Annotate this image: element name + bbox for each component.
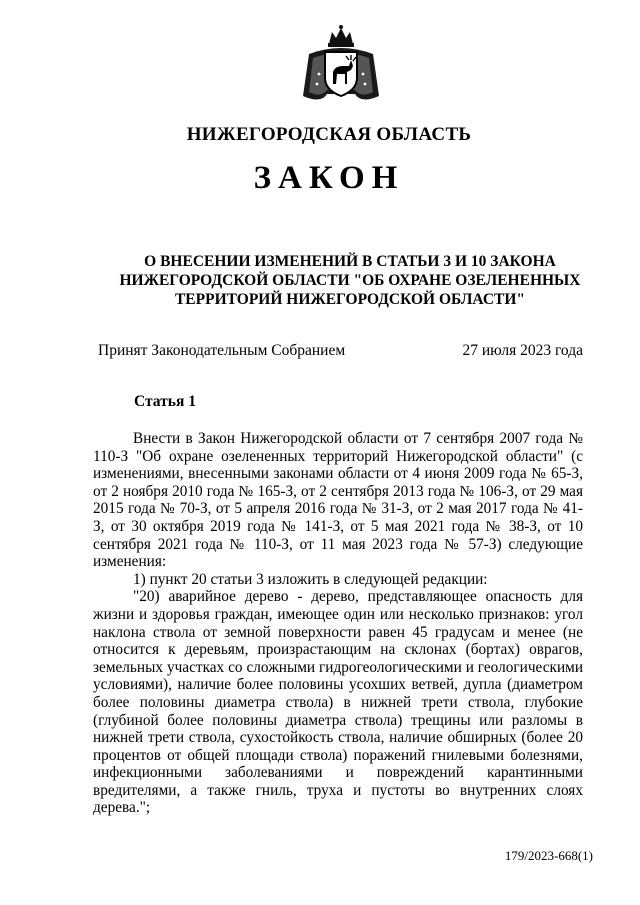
- coat-of-arms-emblem: [299, 24, 383, 108]
- article-heading: Статья 1: [134, 393, 196, 410]
- document-type: ЗАКОН: [253, 160, 405, 196]
- adopted-by: Принят Законодательным Собранием: [98, 342, 346, 359]
- region-name: НИЖЕГОРОДСКАЯ ОБЛАСТЬ: [186, 124, 472, 145]
- article-paragraph: "20) аварийное дерево - дерево, представляющее опасность для жизни и здоровья граждан, имеющее один или несколько признаков: угол наклона ствола от земной поверхности равен 45 градусам и менее (не относится к деревьям, произрастающим на склонах (бортах) оврагов, земельных участках со сложными гидрогеологическими и геологическими условиями), наличие более половины усохших ветвей, дупла (диаметром более половины диаметра ствола) в нижней трети ствола, глубокие (глубиной более половины диаметра ствола) трещины или разломы в нижней трети ствола, сухостойкость ствола, наличие обширных (более 20 процентов от общей площади ствола) поражений гнилевыми болезнями, инфекционными заболеваниями и повреждений карантинными вредителями, а также гниль, труха и пустоты во внутренних слоях дерева.";: [93, 588, 583, 817]
- article-paragraph: 1) пункт 20 статьи 3 изложить в следующей редакции:: [133, 570, 488, 588]
- law-title-line: НИЖЕГОРОДСКОЙ ОБЛАСТИ "ОБ ОХРАНЕ ОЗЕЛЕНЕННЫХ: [119, 272, 581, 289]
- article-body: [93, 430, 583, 817]
- crown-icon: [328, 25, 354, 47]
- law-title-line: О ВНЕСЕНИИ ИЗМЕНЕНИЙ В СТАТЬИ 3 И 10 ЗАКОНА: [144, 253, 556, 270]
- law-title-line: ТЕРРИТОРИЙ НИЖЕГОРОДСКОЙ ОБЛАСТИ": [174, 291, 526, 308]
- adoption-date: 27 июля 2023 года: [462, 342, 583, 359]
- law-title: [100, 252, 600, 309]
- document-number: 179/2023-668(1): [504, 848, 593, 863]
- article-paragraph: Внести в Закон Нижегородской области от 7 сентября 2007 года № 110-З "Об охране озелененных территорий Нижегородской области" (с изменениями, внесенными законами области от 4 июня 2009 года № 65-З, от 2 ноября 2010 года № 165-З, от 2 сентября 2013 года № 106-З, от 29 мая 2015 года № 70-З, от 5 апреля 2016 года № 31-З, от 2 мая 2017 года № 41-З, от 30 октября 2019 года № 141-З, от 5 мая 2021 года № 38-З, от 10 сентября 2021 года № 110-З, от 11 мая 2023 года № 57-З) следующие изменения:: [93, 430, 583, 571]
